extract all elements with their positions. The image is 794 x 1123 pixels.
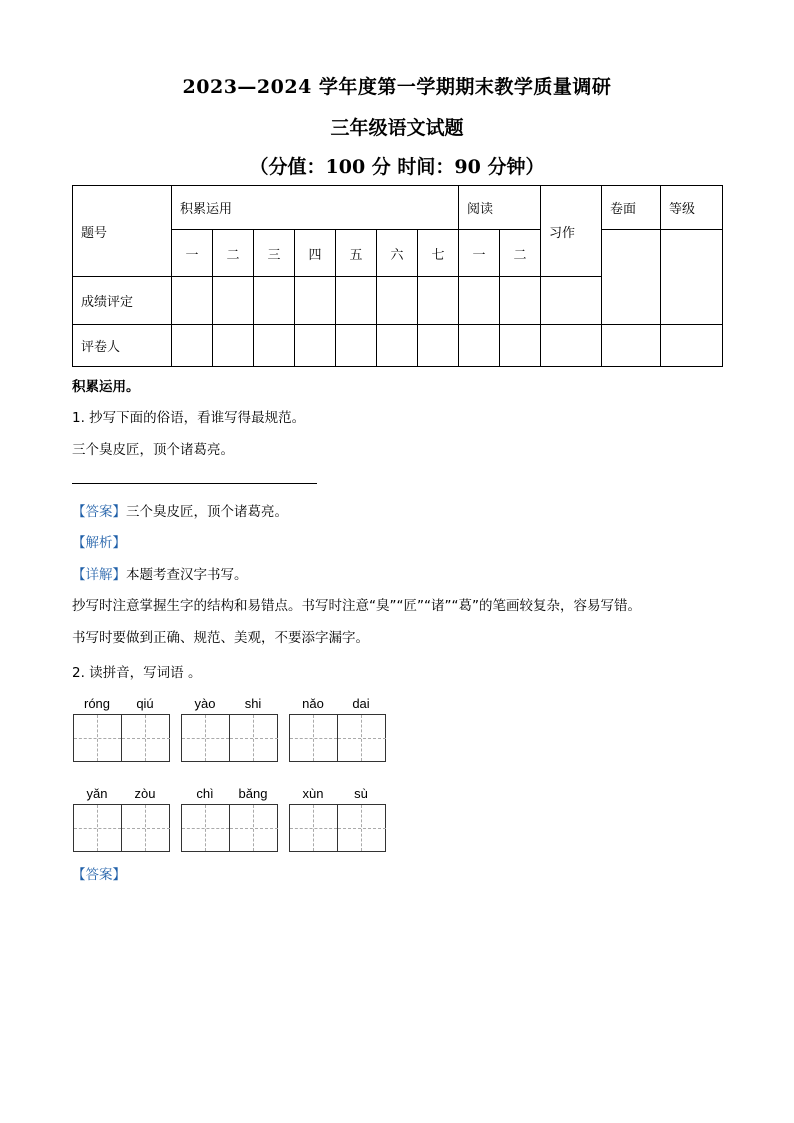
q1-detail-1 (72, 563, 248, 583)
pinyin: xùn (302, 786, 324, 801)
writing-grid[interactable] (289, 714, 386, 762)
grade-score-cell (661, 230, 723, 325)
writing-grid[interactable] (73, 804, 170, 852)
header-reading: 阅读 (459, 186, 541, 230)
pinyin: qiú (136, 696, 154, 711)
header-writing: 习作 (541, 186, 602, 277)
col-accumulate-4: 四 (295, 230, 336, 277)
pinyin: dai (352, 696, 370, 711)
pinyin: sù (354, 786, 368, 801)
writing-grid[interactable] (181, 804, 278, 852)
exam-title: 2023—2024 学年度第一学期期末教学质量调研 (182, 76, 612, 98)
score-cell (418, 277, 459, 325)
header-paper: 卷面 (602, 186, 661, 230)
pinyin: shi (244, 696, 262, 711)
q2-prompt: 2. 读拼音，写词语 。 (72, 665, 202, 681)
score-cell (459, 277, 500, 325)
grader-cell (459, 325, 500, 367)
pinyin: chì (196, 786, 214, 801)
grader-cell (418, 325, 459, 367)
q1-answer (72, 500, 288, 520)
col-accumulate-3: 三 (254, 230, 295, 277)
grader-cell (661, 325, 723, 367)
grader-cell (254, 325, 295, 367)
writing-grid[interactable] (73, 714, 170, 762)
exam-meta: （分值：100 分 时间：90 分钟） (249, 156, 545, 178)
col-accumulate-1: 一 (172, 230, 213, 277)
col-reading-1: 一 (459, 230, 500, 277)
analysis-tag: 【解析】 (72, 535, 126, 551)
score-table (72, 185, 723, 367)
header-accumulate: 积累运用 (172, 186, 459, 230)
section-heading: 积累运用。 (72, 379, 140, 395)
q1-answer-line (72, 483, 317, 484)
exam-subtitle: 三年级语文试题 (330, 117, 464, 139)
header-question-number: 题号 (73, 186, 172, 277)
writing-grid[interactable] (181, 714, 278, 762)
q1-detail-3: 书写时要做到正确、规范、美观，不要添字漏字。 (72, 630, 369, 646)
grader-cell (602, 325, 661, 367)
grader-cell (541, 325, 602, 367)
grader-cell (336, 325, 377, 367)
pinyin: róng (83, 696, 111, 711)
col-accumulate-6: 六 (377, 230, 418, 277)
row-grader-label: 评卷人 (73, 325, 172, 367)
pinyin: nǎo (302, 696, 324, 711)
q1-detail-2: 抄写时注意掌握生字的结构和易错点。书写时注意“臭”“匠”“诸”“葛”的笔画较复杂，容易写错。 (72, 598, 641, 614)
col-accumulate-5: 五 (336, 230, 377, 277)
score-cell (172, 277, 213, 325)
detail-tag: 【详解】 (72, 567, 126, 583)
pinyin: zòu (134, 786, 156, 801)
score-cell (213, 277, 254, 325)
grader-cell (213, 325, 254, 367)
q1-proverb: 三个臭皮匠，顶个诸葛亮。 (72, 442, 234, 458)
score-cell (254, 277, 295, 325)
score-cell (377, 277, 418, 325)
score-cell (295, 277, 336, 325)
score-cell (336, 277, 377, 325)
header-grade: 等级 (661, 186, 723, 230)
answer-text: 三个臭皮匠，顶个诸葛亮。 (126, 504, 288, 520)
grader-cell (295, 325, 336, 367)
q1-prompt: 1. 抄写下面的俗语，看谁写得最规范。 (72, 410, 306, 426)
q2-answer-tag: 【答案】 (72, 867, 126, 883)
col-reading-2: 二 (500, 230, 541, 277)
detail-text: 本题考查汉字书写。 (126, 567, 248, 583)
row-score-label: 成绩评定 (73, 277, 172, 325)
score-cell (500, 277, 541, 325)
grader-cell (377, 325, 418, 367)
pinyin: yào (194, 696, 216, 711)
pinyin: bǎng (238, 786, 268, 801)
grader-cell (500, 325, 541, 367)
col-accumulate-2: 二 (213, 230, 254, 277)
grader-cell (172, 325, 213, 367)
score-cell (541, 277, 602, 325)
answer-tag: 【答案】 (72, 504, 126, 520)
pinyin: yǎn (86, 786, 108, 801)
paper-score-cell (602, 230, 661, 325)
writing-grid[interactable] (289, 804, 386, 852)
col-accumulate-7: 七 (418, 230, 459, 277)
